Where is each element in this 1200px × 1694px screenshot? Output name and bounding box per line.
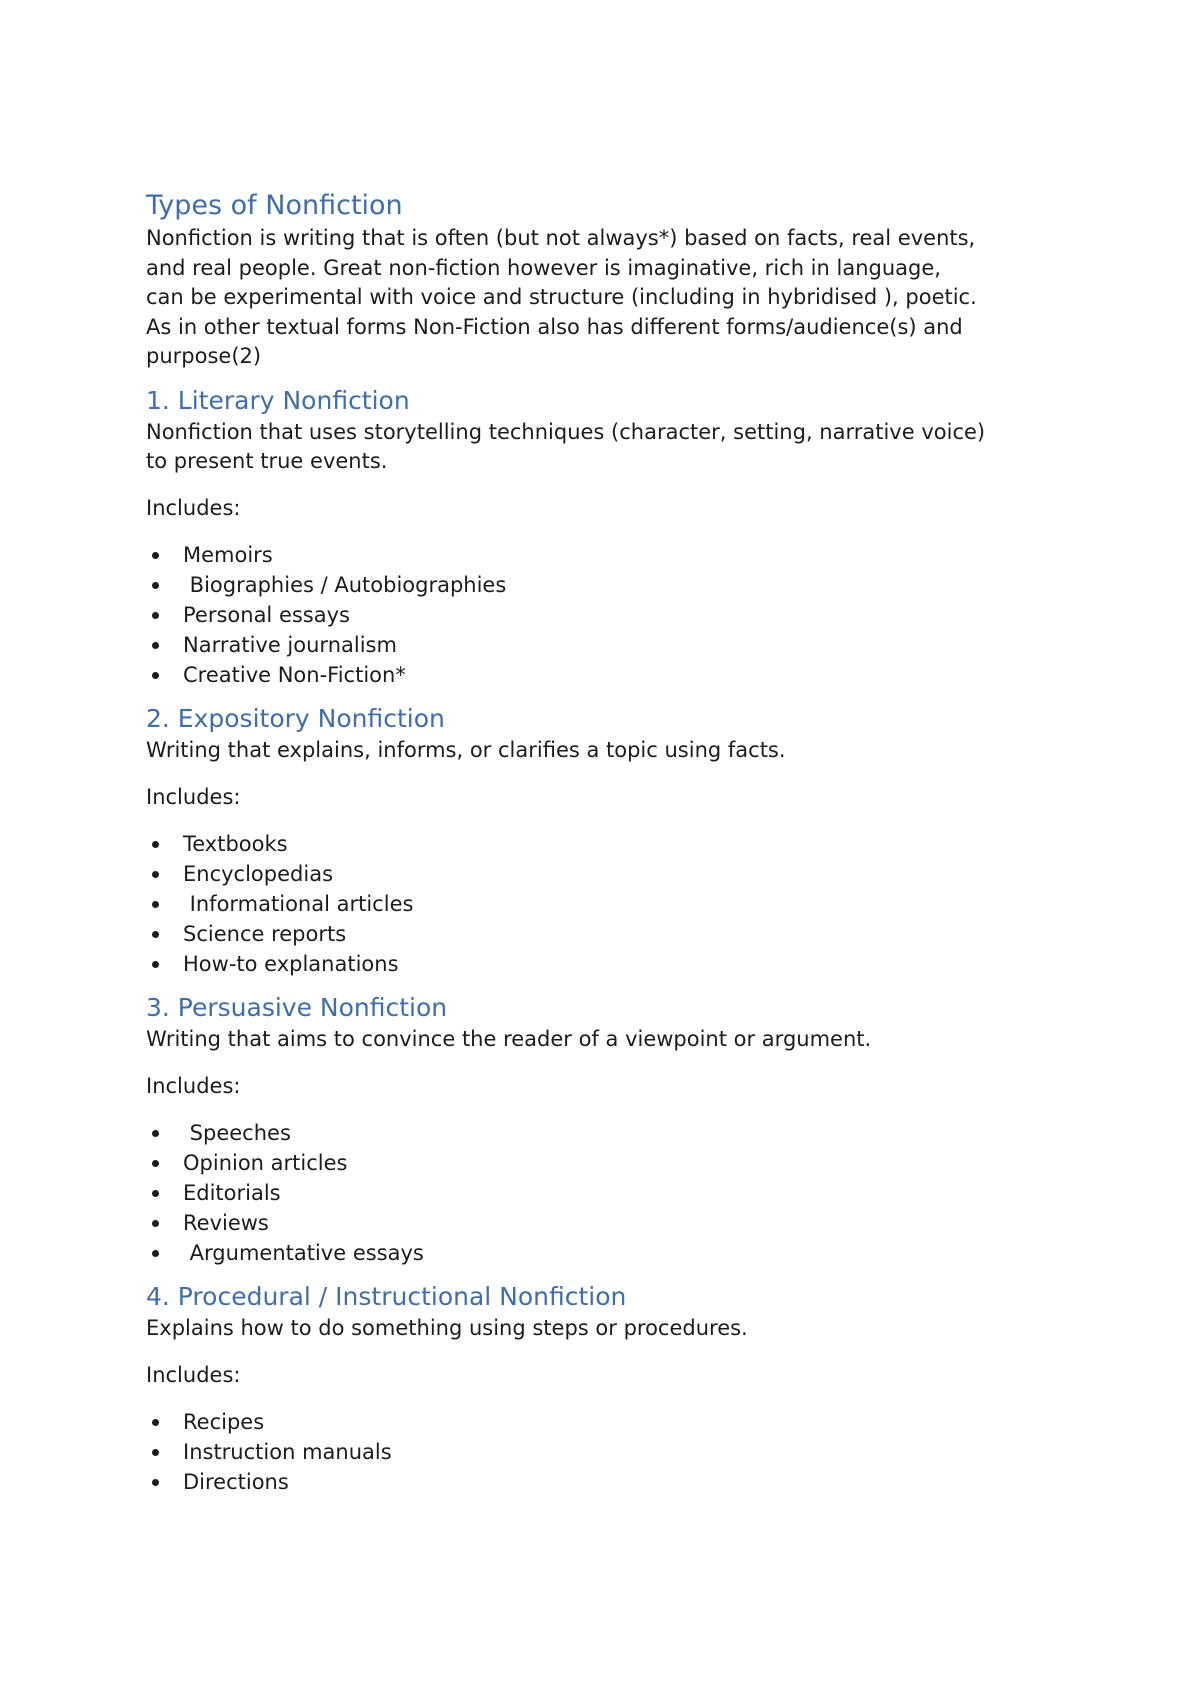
list-item — [146, 660, 1086, 690]
intro-paragraph — [146, 224, 1086, 372]
bullet-icon — [152, 871, 159, 878]
bullet-icon — [152, 642, 159, 649]
intro-line: and real people. Great non-fiction however is imaginative, rich in language, — [146, 255, 941, 280]
bullet-icon — [152, 1220, 159, 1227]
description-line: to present true events. — [146, 449, 388, 473]
bullet-list — [146, 1407, 1086, 1497]
bullet-icon — [152, 961, 159, 968]
list-item-text: Memoirs — [183, 543, 273, 567]
bullet-icon — [152, 1449, 159, 1456]
list-item — [146, 570, 1086, 600]
bullet-icon — [152, 1479, 159, 1486]
list-item-text: Argumentative essays — [183, 1241, 424, 1265]
section-heading: 1. Literary Nonfiction — [146, 385, 410, 415]
section-procedural-nonfiction — [146, 1280, 1086, 1497]
list-item — [146, 1208, 1086, 1238]
description-line: Writing that explains, informs, or clarifies a topic using facts. — [146, 738, 786, 762]
list-item — [146, 829, 1086, 859]
includes-label: Includes: — [146, 495, 241, 520]
list-item-text: Textbooks — [183, 832, 288, 856]
section-literary-nonfiction — [146, 384, 1086, 691]
section-heading: 2. Expository Nonfiction — [146, 704, 445, 733]
section-description — [146, 1314, 1086, 1344]
section-description — [146, 736, 1086, 766]
intro-line: can be experimental with voice and structure (including in hybridised ), poetic. — [146, 285, 977, 309]
section-expository-nonfiction — [146, 702, 1086, 979]
list-item-text: Personal essays — [183, 603, 350, 627]
bullet-list — [146, 540, 1086, 690]
intro-line: As in other textual forms Non-Fiction also has different forms/audience(s) and — [146, 314, 963, 339]
page-title: Types of Nonfiction — [146, 190, 403, 221]
bullet-icon — [152, 1160, 159, 1167]
list-item-text: Reviews — [183, 1211, 269, 1235]
list-item — [146, 1178, 1086, 1208]
bullet-icon — [152, 672, 159, 679]
bullet-list — [146, 1118, 1086, 1268]
bullet-icon — [152, 1130, 159, 1137]
list-item — [146, 889, 1086, 919]
list-item — [146, 949, 1086, 979]
list-item — [146, 540, 1086, 570]
list-item — [146, 1118, 1086, 1148]
section-persuasive-nonfiction — [146, 991, 1086, 1268]
list-item-text: Speeches — [183, 1121, 291, 1145]
list-item — [146, 859, 1086, 889]
list-item — [146, 600, 1086, 630]
list-item-text: Directions — [183, 1470, 289, 1494]
list-item-text: How-to explanations — [183, 952, 399, 976]
intro-line: Nonfiction is writing that is often (but not always*) based on facts, real events, — [146, 226, 976, 250]
bullet-icon — [152, 841, 159, 848]
bullet-icon — [152, 1250, 159, 1257]
bullet-icon — [152, 552, 159, 559]
bullet-icon — [152, 582, 159, 589]
list-item-text: Opinion articles — [183, 1151, 348, 1175]
list-item — [146, 1437, 1086, 1467]
list-item-text: Narrative journalism — [183, 633, 397, 657]
list-item-text: Science reports — [183, 922, 347, 946]
section-heading: 3. Persuasive Nonfiction — [146, 993, 448, 1022]
bullet-icon — [152, 612, 159, 619]
description-line: Writing that aims to convince the reader of a viewpoint or argument. — [146, 1027, 872, 1051]
bullet-icon — [152, 931, 159, 938]
section-heading: 4. Procedural / Instructional Nonfiction — [146, 1282, 627, 1311]
bullet-icon — [152, 901, 159, 908]
list-item — [146, 1238, 1086, 1268]
list-item-text: Instruction manuals — [183, 1440, 392, 1464]
section-description — [146, 1025, 1086, 1055]
list-item-text: Encyclopedias — [183, 862, 334, 886]
includes-label: Includes: — [146, 1073, 241, 1098]
list-item-text: Creative Non-Fiction* — [183, 663, 406, 687]
list-item-text: Biographies / Autobiographies — [183, 573, 507, 597]
list-item — [146, 1407, 1086, 1437]
list-item — [146, 1467, 1086, 1497]
list-item — [146, 1148, 1086, 1178]
section-description — [146, 418, 1086, 477]
list-item-text: Informational articles — [183, 892, 414, 916]
intro-line: purpose(2) — [146, 344, 262, 368]
includes-label: Includes: — [146, 784, 241, 809]
list-item — [146, 630, 1086, 660]
list-item — [146, 919, 1086, 949]
bullet-icon — [152, 1190, 159, 1197]
document-page — [146, 188, 1086, 1509]
includes-label: Includes: — [146, 1362, 241, 1387]
list-item-text: Recipes — [183, 1410, 265, 1434]
list-item-text: Editorials — [183, 1181, 281, 1205]
description-line: Explains how to do something using steps or procedures. — [146, 1316, 748, 1340]
bullet-icon — [152, 1419, 159, 1426]
bullet-list — [146, 829, 1086, 979]
description-line: Nonfiction that uses storytelling techniques (character, setting, narrative voice) — [146, 419, 986, 444]
